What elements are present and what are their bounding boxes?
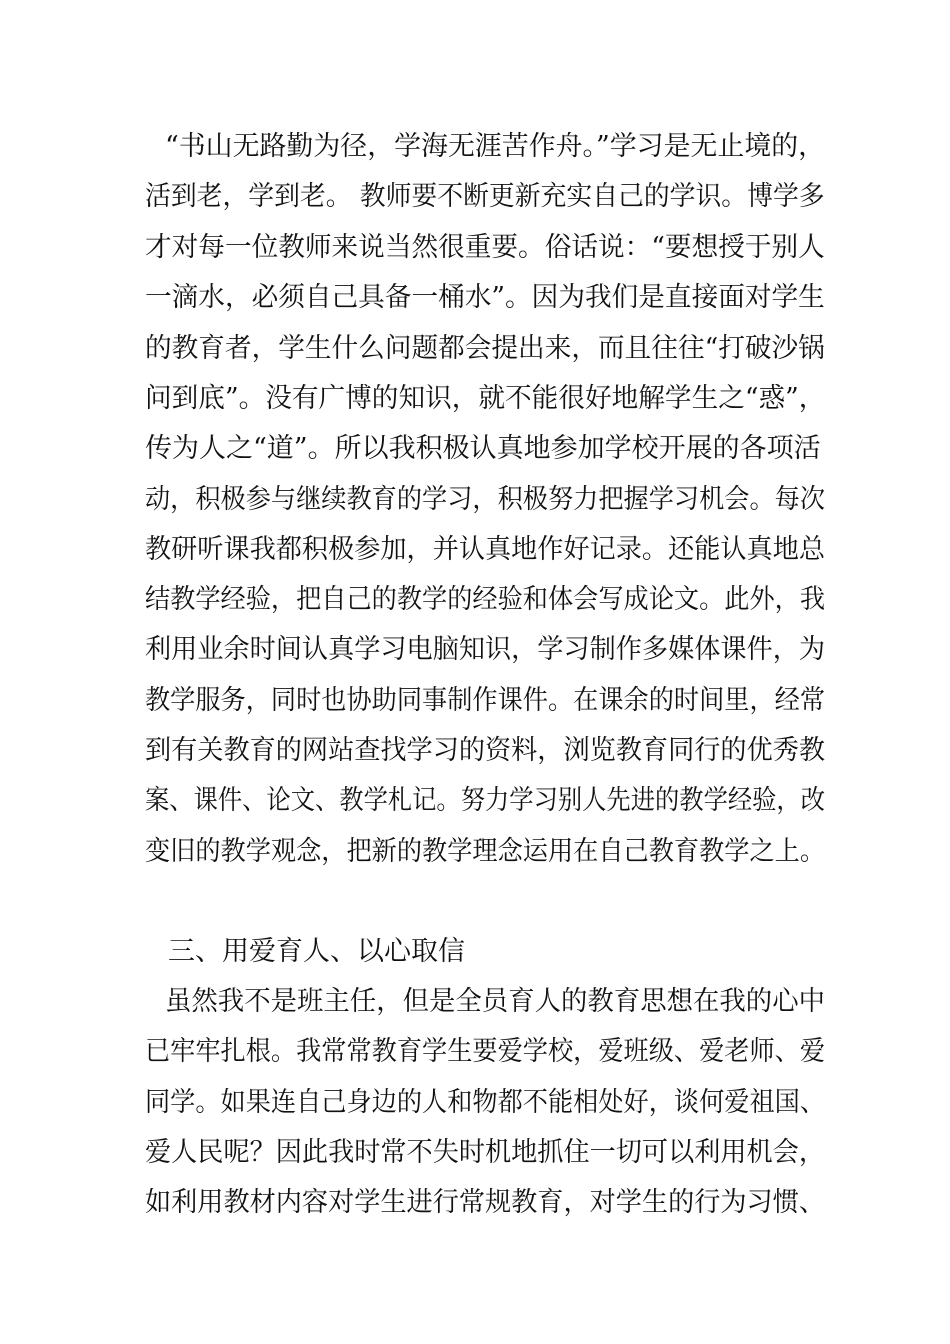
paragraph-line: 变旧的教学观念，把新的教学理念运用在自己教育教学之上。 xyxy=(145,836,825,867)
paragraph-line: 的教育者，学生什么问题都会提出来，而且往往“打破沙锅 xyxy=(145,333,825,364)
paragraph-line: 如利用教材内容对学生进行常规教育，对学生的行为习惯、 xyxy=(145,1187,825,1218)
paragraph-line: 虽然我不是班主任，但是全员育人的教育思想在我的心中 xyxy=(165,986,825,1017)
paragraph-line: 活到老，学到老。 教师要不断更新充实自己的学识。博学多 xyxy=(145,181,825,212)
paragraph-line: 到有关教育的网站查找学习的资料，浏览教育同行的优秀教 xyxy=(145,735,825,766)
paragraph-line: 利用业余时间认真学习电脑知识，学习制作多媒体课件，为 xyxy=(145,634,825,665)
paragraph-line: 已牢牢扎根。我常常教育学生要爱学校，爱班级、爱老师、爱 xyxy=(145,1036,825,1067)
paragraph-line: 一滴水，必须自己具备一桶水”。因为我们是直接面对学生 xyxy=(145,282,825,313)
paragraph-line: 教学服务，同时也协助同事制作课件。在课余的时间里，经常 xyxy=(145,685,825,716)
paragraph-line: 同学。如果连自己身边的人和物都不能相处好，谈何爱祖国、 xyxy=(145,1087,825,1118)
paragraph-line: 传为人之“道”。所以我积极认真地参加学校开展的各项活 xyxy=(145,433,821,464)
paragraph-line: 问到底”。没有广博的知识，就不能很好地解学生之“惑”， xyxy=(145,383,826,414)
paragraph-line: “书山无路勤为径，学海无涯苦作舟。”学习是无止境的， xyxy=(165,131,826,162)
section-heading: 三、用爱育人、以心取信 xyxy=(168,936,465,967)
paragraph-line: 教研听课我都积极参加，并认真地作好记录。还能认真地总 xyxy=(145,534,825,565)
paragraph-line: 案、课件、论文、教学札记。努力学习别人先进的教学经验，改 xyxy=(145,785,825,816)
paragraph-line: 才对每一位教师来说当然很重要。俗话说：“要想授于别人 xyxy=(145,232,825,263)
paragraph-line: 结教学经验，把自己的教学的经验和体会写成论文。此外，我 xyxy=(145,584,825,615)
paragraph-line: 动，积极参与继续教育的学习，积极努力把握学习机会。每次 xyxy=(145,484,825,515)
paragraph-line: 爱人民呢？因此我时常不失时机地抓住一切可以利用机会， xyxy=(145,1137,825,1168)
